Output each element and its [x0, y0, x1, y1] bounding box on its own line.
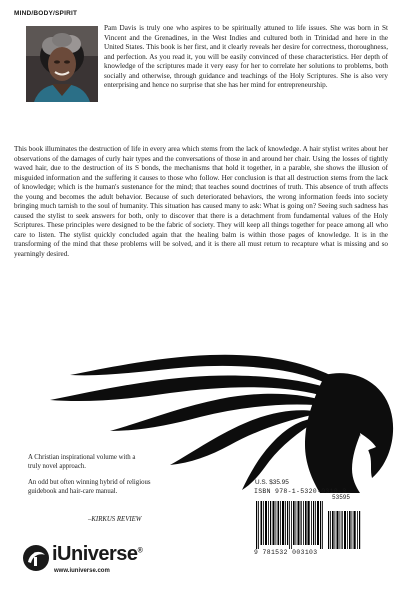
- publisher-url: www.iuniverse.com: [54, 568, 110, 574]
- blurb-quote-1: A Christian inspirational volume with a truly novel approach.: [28, 454, 136, 470]
- woman-silhouette-illustration: [0, 345, 400, 495]
- review-attribution: –KIRKUS REVIEW: [88, 516, 142, 523]
- author-bio-text: Pam Davis is truly one who aspires to be spiritually attuned to life issues. She was born in St Vincent and the Grenadines, in the West Indies and cultured both in Trinidad and here in the United States. This book is her first, and it clearly reveals her desire for correctness, thoroughness, and perfection. As you read it, you will be easily convinced of these characteristics. Her depth of knowledge of the scriptures made it very easy for her to correlate her solutions to problems, both socially and otherwise, through guidance and teachings of the Holy Scriptures. She is also very enterprising and hence no surprise that she has her mind for entrepreneurship.: [104, 24, 388, 90]
- isbn-barcode: [254, 488, 366, 560]
- blurb-quote-2: An odd but often winning hybrid of religious guidebook and hair-care manual.: [28, 479, 151, 495]
- book-description: This book illuminates the destruction of life in every area which stems from the lack of knowledge. A hair stylist writes about her observations of the damages of curly hair types and the conversations of those in and around her chair. Using the losses of tightly waved hair, due to the destruction of its S bonds, the mechanisms that hold it together, in a parable, she shows the illusion of misguided information and the suffering it causes to those who follow. Her conclusion is that all destruction stems from the lack of knowledge; which is the human's sustenance for the mind; that teaches sound doctrines of truth. This absence of truth affects the young and becomes the adult behavior. Because of such deteriorated behaviors, the wrong information feeds into society bringing much tarnish to the soul of humanity. This situation has caused many to ask: What is going on? Seeing such sadness has caused the stylist to seek answers for both, only to discover that there is a detachment from fundamental values of the Holy Scriptures. These principles were designed to be the fabric of society. They will keep all things together for peace among all who care to listen. The stylist quickly concluded again that the healing balm is within those pages of knowledge. It is in the transforming of the mind that these problems will be solved, and it is there all must return to recapture what is missing and so yearningly desired.: [14, 145, 388, 259]
- price-label: U.S. $35.95: [255, 479, 289, 486]
- author-bio: [14, 24, 388, 106]
- category-label: MIND/BODY/SPIRIT: [14, 10, 78, 17]
- iuniverse-swirl-icon: [22, 544, 50, 572]
- barcode-supplement-digits: 53595: [332, 494, 351, 501]
- isbn-number: ISBN 978-1-5320-0310-3: [254, 488, 347, 495]
- barcode-digits: 9 781532 003103: [254, 549, 318, 556]
- publisher-name: iUniverse®: [52, 543, 143, 565]
- publisher-logo: [22, 542, 172, 582]
- barcode-bars: [254, 497, 366, 549]
